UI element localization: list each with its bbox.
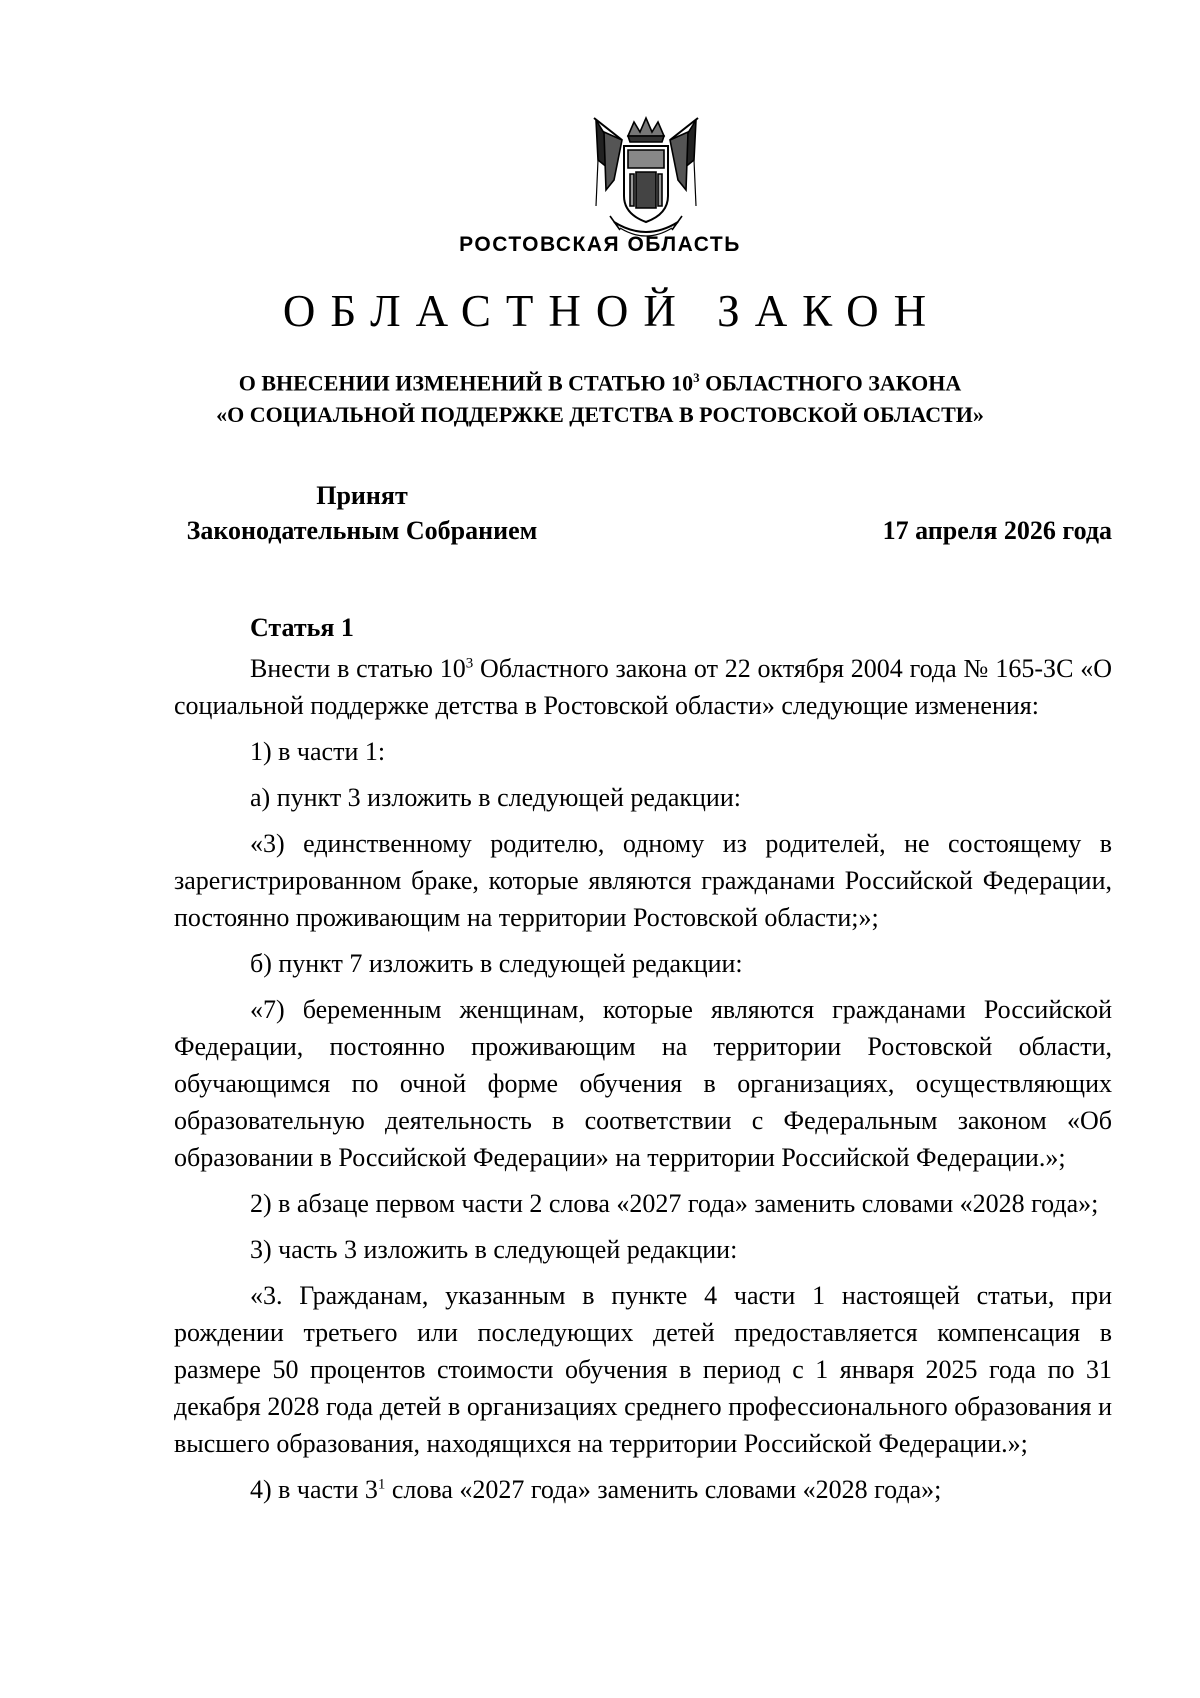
paragraph-10-tail: слова «2027 года» заменить словами «2028 года»;	[385, 1475, 942, 1504]
paragraph-8: 3) часть 3 изложить в следующей редакции:	[250, 1235, 738, 1264]
coat-of-arms-icon	[584, 110, 708, 246]
paragraph-1	[174, 650, 1112, 724]
paragraph-10	[174, 1471, 1112, 1508]
paragraph-1-text: Внести в статью 10	[250, 654, 466, 683]
paragraph-7: 2) в абзаце первом части 2 слова «2027 года» заменить словами «2028 года»;	[250, 1189, 1099, 1218]
paragraph-1-superscript: 3	[465, 655, 474, 672]
paragraph-1-tail: Областного закона от 22 октября 2004 года № 165-ЗС «О социальной поддержке детства в Ростовской области» следующие изменения:	[174, 654, 1112, 720]
paragraph-5: б) пункт 7 изложить в следующей редакции:	[250, 949, 743, 978]
law-subject-superscript: 3	[693, 370, 700, 385]
article-body	[174, 650, 1112, 1517]
law-subject	[0, 362, 1200, 431]
paragraph-10-text: 4) в части 3	[250, 1475, 378, 1504]
adoption-label: Принят	[316, 481, 408, 510]
law-subject-line-1-tail: ОБЛАСТНОГО ЗАКОНА	[699, 370, 962, 396]
paragraph-9: «3. Гражданам, указанным в пункте 4 части 1 настоящей статьи, при рождении третьего или последующих детей предоставляется компенсация в размере 50 процентов стоимости обучения в период с 1 января 2025 года по 31 декабря 2028 года детей в организациях среднего профессионального образования и высшего образования, находящихся на территории Российской Федерации.»;	[174, 1281, 1112, 1458]
article-heading: Статья 1	[250, 613, 354, 642]
region-name: РОСТОВСКАЯ ОБЛАСТЬ	[459, 233, 741, 256]
law-subject-line-2: «О СОЦИАЛЬНОЙ ПОДДЕРЖКЕ ДЕТСТВА В РОСТОВСКОЙ ОБЛАСТИ»	[216, 402, 984, 428]
paragraph-2: 1) в части 1:	[250, 737, 386, 766]
document-type-title: ОБЛАСТНОЙ ЗАКОН	[282, 286, 942, 336]
adoption-date: 17 апреля 2026 года	[882, 516, 1112, 545]
paragraph-4: «3) единственному родителю, одному из родителей, не состоящему в зарегистрированном браке, которые являются гражданами Российской Федерации, постоянно проживающим на территории Ростовской области;»;	[174, 829, 1112, 932]
adoption-body	[172, 478, 552, 548]
adoption-authority: Законодательным Собранием	[186, 516, 538, 545]
paragraph-3: а) пункт 3 изложить в следующей редакции:	[250, 783, 741, 812]
paragraph-6: «7) беременным женщинам, которые являются гражданами Российской Федерации, постоянно проживающим на территории Ростовской области, обучающимся по очной форме обучения в организациях, осуществляющих образовательную деятельность в соответствии с Федеральным законом «Об образовании в Российской Федерации» на территории Российской Федерации.»;	[174, 995, 1112, 1172]
paragraph-10-superscript: 1	[377, 1476, 386, 1493]
law-subject-line-1	[0, 362, 1200, 399]
law-subject-line-1-text: О ВНЕСЕНИИ ИЗМЕНЕНИЙ В СТАТЬЮ 10	[238, 370, 694, 396]
